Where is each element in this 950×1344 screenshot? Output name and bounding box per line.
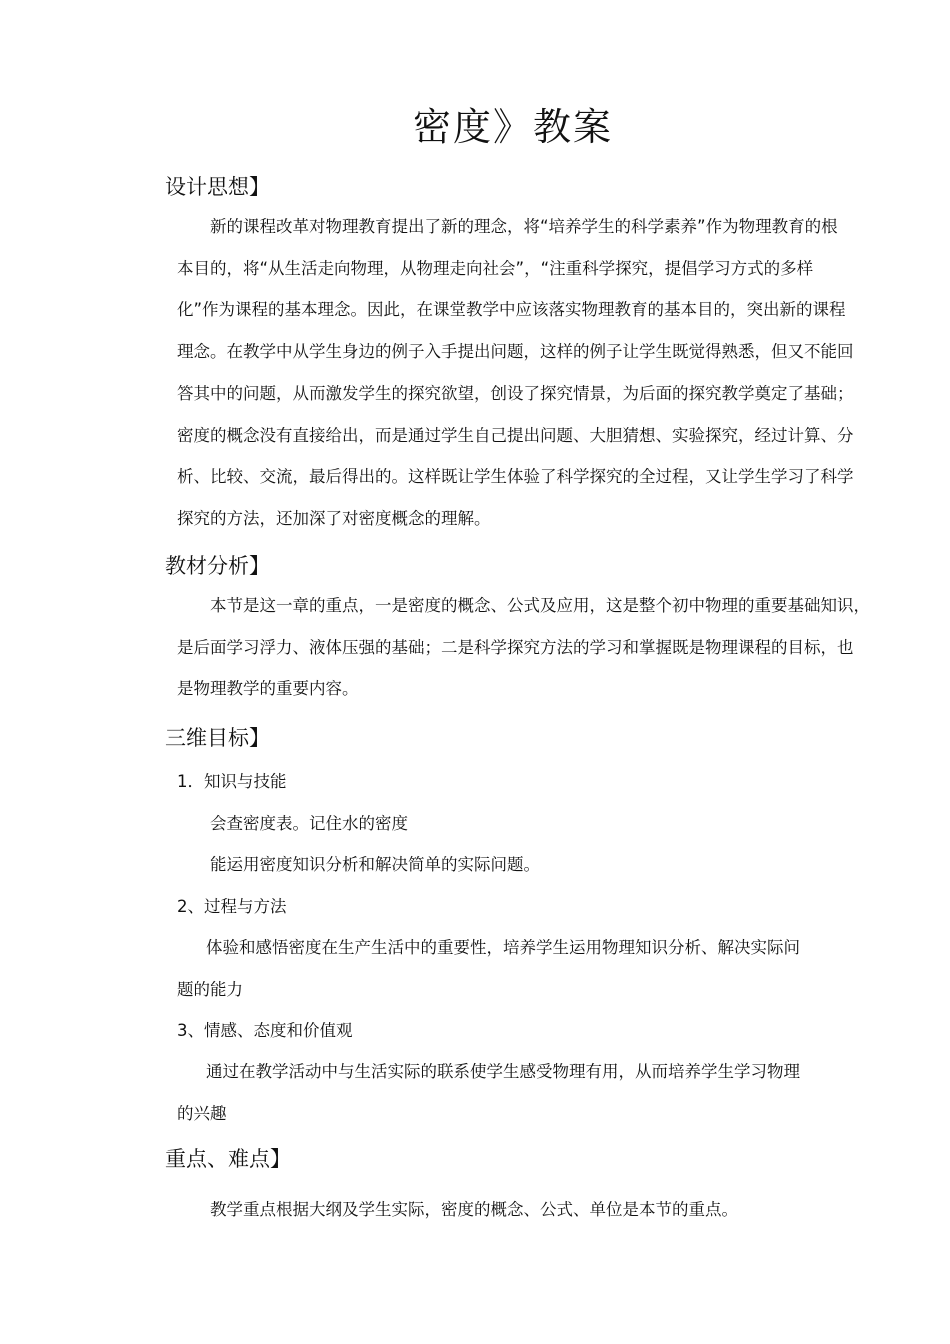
section-heading-key: 重点、难点】 [165,1147,291,1171]
goal-line: 会查密度表。记住水的密度 [210,814,408,833]
paragraph-line: 本目的，将“从生活走向物理，从物理走向社会”，“注重科学探究，提倡学习方式的多样 [177,258,814,278]
goal-title-process: 2、过程与方法 [177,897,287,916]
paragraph-line: 答其中的问题，从而激发学生的探究欲望，创设了探究情景，为后面的探究教学奠定了基础； [177,383,854,403]
paragraph-line: 本节是这一章的重点，一是密度的概念、公式及应用，这是整个初中物理的重要基础知识， [210,596,870,615]
paragraph-design [177,206,854,540]
paragraph-material [177,585,870,710]
goal-line: 能运用密度知识分析和解决简单的实际问题。 [210,855,540,874]
section-heading-goals: 三维目标】 [165,726,270,750]
paragraph-line: 理念。在教学中从学生身边的例子入手提出问题，这样的例子让学生既觉得熟悉，但又不能回 [177,342,854,362]
paragraph-line: 是物理教学的重要内容。 [177,679,359,699]
document-title: 密度》教案 [412,105,613,149]
paragraph-line: 析、比较、交流，最后得出的。这样既让学生体验了科学探究的全过程，又让学生学习了科学 [177,467,854,487]
paragraph-line: 探究的方法，还加深了对密度概念的理解。 [177,508,491,528]
goal-title-emotion: 3、情感、态度和价值观 [177,1021,353,1040]
goal-line: 的兴趣 [177,1104,227,1123]
goal-line: 通过在教学活动中与生活实际的联系使学生感受物理有用，从而培养学生学习物理 [206,1062,800,1081]
paragraph-line: 新的课程改革对物理教育提出了新的理念，将“培养学生的科学素养”作为物理教育的根 [210,217,838,236]
paragraph-line: 密度的概念没有直接给出，而是通过学生自己提出问题、大胆猜想、实验探究，经过计算、分 [177,425,854,445]
paragraph-line: 是后面学习浮力、液体压强的基础；二是科学探究方法的学习和掌握既是物理课程的目标，也 [177,637,854,657]
goal-line: 体验和感悟密度在生产生活中的重要性，培养学生运用物理知识分析、解决实际问 [206,938,800,957]
goal-title-knowledge: 1．知识与技能 [177,772,287,791]
section-heading-design: 设计思想】 [165,175,270,199]
key-line: 教学重点根据大纲及学生实际，密度的概念、公式、单位是本节的重点。 [210,1200,738,1219]
goal-line: 题的能力 [177,980,243,999]
paragraph-line: 化”作为课程的基本理念。因此，在课堂教学中应该落实物理教育的基本目的，突出新的课程 [177,300,846,320]
section-heading-material: 教材分析】 [165,554,270,578]
